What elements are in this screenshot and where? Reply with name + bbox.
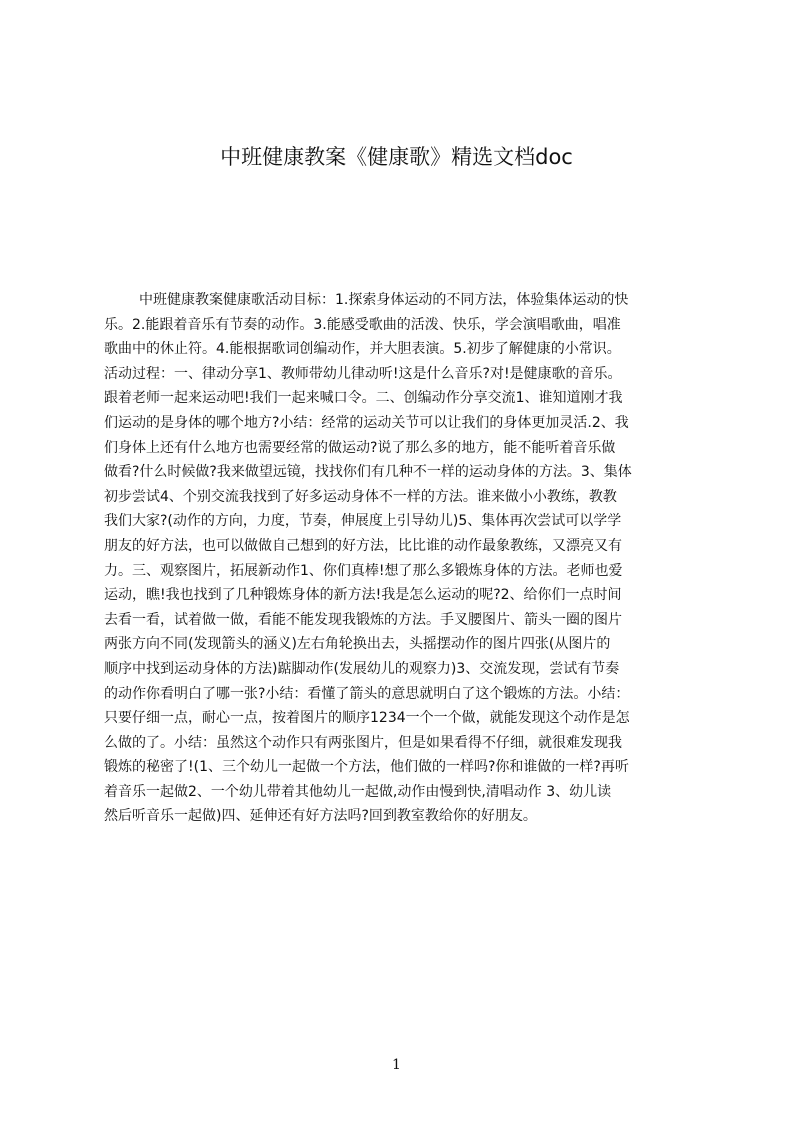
- body-line: 们身体上还有什么地方也需要经常的做运动?说了那么多的地方，能不能听着音乐做: [104, 439, 616, 456]
- body-line: 的动作你看明白了哪一张?小结：看懂了箭头的意思就明白了这个锻炼的方法。小结：: [104, 685, 630, 702]
- body-line: 朋友的好方法，也可以做做自己想到的好方法，比比谁的动作最象教练，又漂亮又有: [104, 537, 622, 554]
- body-line: 活动过程：一、律动分享1、教师带幼儿律动听!这是什么音乐?对!是健康歌的音乐。: [104, 365, 622, 382]
- document-title: 中班健康教案《健康歌》精选文档doc: [220, 145, 573, 169]
- body-line: 顺序中找到运动身体的方法)踮脚动作(发展幼儿的观察力)3、交流发现，尝试有节奏: [104, 660, 620, 677]
- body-line: 锻炼的秘密了!(1、三个幼儿一起做一个方法，他们做的一样吗?你和谁做的一样?再听: [104, 759, 629, 776]
- body-line: 我们大家?(动作的方向，力度，节奏，伸展度上引导幼儿)5、集体再次尝试可以学学: [104, 513, 622, 530]
- body-line: 乐。2.能跟着音乐有节奏的动作。3.能感受歌曲的活泼、快乐，学会演唱歌曲，唱准: [104, 316, 621, 333]
- body-line: 中班健康教案健康歌活动目标：1.探索身体运动的不同方法，体验集体运动的快: [139, 292, 629, 308]
- body-line: 做看?什么时候做?我来做望远镜，找找你们有几种不一样的运动身体的方法。3、集体: [104, 464, 632, 481]
- body-line: 们运动的是身体的哪个地方?小结：经常的运动关节可以让我们的身体更加灵活.2、我: [104, 414, 629, 431]
- body-line: 两张方向不同(发现箭头的涵义)左右角轮换出去，头摇摆动作的图片四张(从图片的: [104, 636, 611, 653]
- page-number: 1: [392, 1057, 401, 1073]
- body-line: 去看一看，试着做一做，看能不能发现我锻炼的方法。手叉腰图片、箭头一圈的图片: [104, 611, 622, 628]
- body-line: 么做的了。小结：虽然这个动作只有两张图片，但是如果看得不仔细，就很难发现我: [104, 734, 622, 751]
- body-line: 然后听音乐一起做)四、延伸还有好方法吗?回到教室教给你的好朋友。: [104, 808, 537, 825]
- body-line: 着音乐一起做2、一个幼儿带着其他幼儿一起做,动作由慢到快,清唱动作 3、幼儿读: [104, 783, 612, 800]
- document-body: [104, 288, 698, 829]
- body-line: 跟着老师一起来运动吧!我们一起来喊口令。二、创编动作分享交流1、谁知道刚才我: [104, 390, 623, 407]
- body-line: 歌曲中的休止符。4.能根据歌词创编动作，并大胆表演。5.初步了解健康的小常识。: [104, 341, 621, 358]
- body-line: 力。三、观察图片，拓展新动作1、你们真棒!想了那么多锻炼身体的方法。老师也爱: [104, 562, 623, 579]
- body-line: 初步尝试4、个别交流我找到了好多运动身体不一样的方法。谁来做小小教练，教教: [104, 488, 617, 505]
- body-line: 运动，瞧!我也找到了几种锻炼身体的新方法!我是怎么运动的呢?2、给你们一点时间: [104, 587, 622, 604]
- body-line: 只要仔细一点，耐心一点，按着图片的顺序1234一个一个做，就能发现这个动作是怎: [104, 710, 630, 727]
